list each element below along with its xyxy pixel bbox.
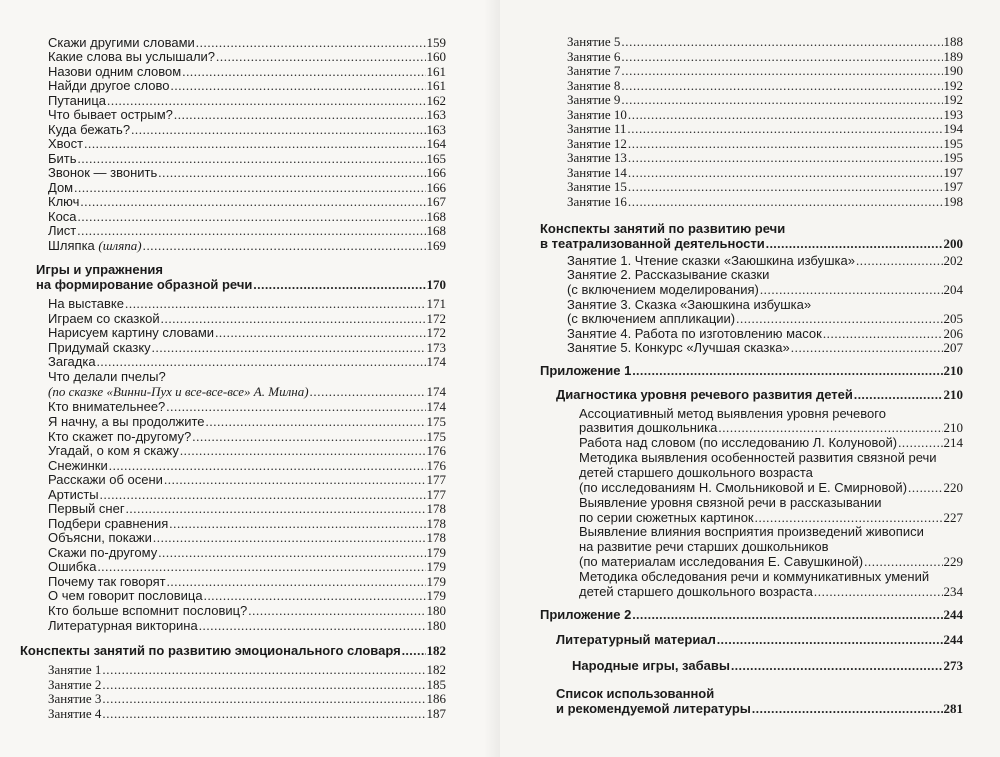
toc-entry[interactable]: Артисты ..... 177 — [48, 487, 446, 502]
toc-entry[interactable]: Почему так говорят ..... 179 — [48, 574, 446, 589]
toc-entry[interactable]: Коса ..... 168 — [48, 209, 446, 224]
page-number: 281 — [943, 701, 963, 716]
page-number: 175 — [426, 414, 446, 429]
toc-entry[interactable]: (по материалам исследования Е. Савушкиной) ..... 229 — [579, 554, 963, 569]
page-number: 202 — [943, 253, 963, 268]
page-number: 168 — [426, 223, 446, 238]
page-number: 197 — [943, 179, 963, 194]
toc-entry[interactable]: Расскажи об осени ..... 177 — [48, 472, 446, 487]
page-number: 205 — [943, 311, 963, 326]
toc-entry[interactable]: Нарисуем картину словами ..... 172 — [48, 325, 446, 340]
page-number: 197 — [943, 165, 963, 180]
page-number: 166 — [426, 165, 446, 180]
page-number: 174 — [426, 354, 446, 369]
section-heading-line[interactable]: Народные игры, забавы ..... 273 — [572, 658, 963, 673]
toc-entry[interactable]: Какие слова вы услышали? ..... 160 — [48, 49, 446, 64]
toc-entry[interactable]: Занятие 8 ..... 192 — [567, 78, 963, 93]
right-page — [500, 0, 1000, 757]
page-number: 210 — [943, 420, 963, 435]
toc-entry-line: Занятие 2. Рассказывание сказки — [567, 267, 770, 282]
toc-entry[interactable]: Занятие 10 ..... 193 — [567, 107, 963, 122]
toc-entry[interactable]: (с включением аппликации) ..... 205 — [567, 311, 963, 326]
page-number: 164 — [426, 136, 446, 151]
page-number: 189 — [943, 49, 963, 64]
toc-entry[interactable]: Лист ..... 168 — [48, 223, 446, 238]
page-number: 229 — [943, 554, 963, 569]
page-number: 177 — [426, 487, 446, 502]
page-number: 179 — [426, 559, 446, 574]
page-number: 178 — [426, 501, 446, 516]
section-heading: Конспекты занятий по развитию речи — [540, 221, 786, 236]
page-number: 188 — [943, 34, 963, 49]
toc-entry[interactable]: Кто внимательнее? ..... 174 — [48, 399, 446, 414]
toc-entry[interactable]: Занятие 2 ..... 185 — [48, 677, 446, 692]
toc-entry[interactable]: Путаница ..... 162 — [48, 93, 446, 108]
toc-entry[interactable]: Назови одним словом ..... 161 — [48, 64, 446, 79]
page-number: 175 — [426, 429, 446, 444]
section-heading-line[interactable]: и рекомендуемой литературы ..... 281 — [556, 701, 963, 716]
page-number: 178 — [426, 530, 446, 545]
toc-entry-line: Ассоциативный метод выявления уровня речевого — [579, 406, 886, 421]
page-number: 173 — [426, 340, 446, 355]
page-number: 220 — [943, 480, 963, 495]
toc-entry[interactable]: Занятие 14 ..... 197 — [567, 165, 963, 180]
page-number: 176 — [426, 458, 446, 473]
toc-entry[interactable]: Занятие 3 ..... 186 — [48, 691, 446, 706]
toc-entry[interactable]: Загадка ..... 174 — [48, 354, 446, 369]
page-number: 192 — [943, 92, 963, 107]
page-number: 179 — [426, 574, 446, 589]
page-number: 178 — [426, 516, 446, 531]
toc-entry[interactable]: Занятие 11 ..... 194 — [567, 121, 963, 136]
page-number: 174 — [426, 399, 446, 414]
page-number: 234 — [943, 584, 963, 599]
toc-entry[interactable]: Скажи другими словами ..... 159 — [48, 35, 446, 50]
toc-entry[interactable]: Снежинки ..... 176 — [48, 458, 446, 473]
toc-entry[interactable]: Хвост ..... 164 — [48, 136, 446, 151]
toc-entry[interactable]: Звонок — звонить ..... 166 — [48, 165, 446, 180]
page-number: 198 — [943, 194, 963, 209]
toc-entry[interactable]: Занятие 15 ..... 197 — [567, 179, 963, 194]
toc-entry-line: Выявление влияния восприятия произведений живописи — [579, 524, 924, 539]
toc-entry[interactable]: Что бывает острым? ..... 163 — [48, 107, 446, 122]
section-heading-line[interactable]: в театрализованной деятельности ..... 200 — [540, 236, 963, 251]
page-number: 174 — [426, 384, 446, 399]
page-number: 172 — [426, 325, 446, 340]
page-number: 206 — [943, 326, 963, 341]
page-number: 166 — [426, 180, 446, 195]
page-number: 214 — [943, 435, 963, 450]
toc-entry[interactable]: Я начну, а вы продолжите ..... 175 — [48, 414, 446, 429]
page-number: 163 — [426, 122, 446, 137]
toc-entry[interactable]: Найди другое слово ..... 161 — [48, 78, 446, 93]
toc-entry[interactable]: Занятие 4. Работа по изготовлению масок ..... 206 — [567, 326, 963, 341]
page-number: 244 — [943, 607, 963, 622]
page-number: 161 — [426, 78, 446, 93]
toc-entry[interactable]: Играем со сказкой ..... 172 — [48, 311, 446, 326]
page-number: 171 — [426, 296, 446, 311]
page-number: 170 — [426, 277, 446, 292]
toc-entry[interactable]: Подбери сравнения ..... 178 — [48, 516, 446, 531]
toc-entry-line: Выявление уровня связной речи в рассказывании — [579, 495, 882, 510]
toc-entry[interactable]: Кто больше вспомнит пословиц? ..... 180 — [48, 603, 446, 618]
page-number: 204 — [943, 282, 963, 297]
page-number: 167 — [426, 194, 446, 209]
page-number: 176 — [426, 443, 446, 458]
section-heading-line[interactable]: Конспекты занятий по развитию эмоционального словаря ..... 182 — [20, 643, 446, 658]
page-number: 244 — [943, 632, 963, 647]
toc-entry[interactable]: Первый снег ..... 178 — [48, 501, 446, 516]
right-toc — [500, 0, 1000, 757]
page-number: 200 — [943, 236, 963, 251]
page-number: 172 — [426, 311, 446, 326]
section-heading-line[interactable]: Приложение 2 ..... 244 — [540, 607, 963, 622]
toc-entry[interactable]: Литературная викторина ..... 180 — [48, 618, 446, 633]
page-number: 207 — [943, 340, 963, 355]
page-number: 195 — [943, 136, 963, 151]
page-number: 163 — [426, 107, 446, 122]
page-number: 179 — [426, 545, 446, 560]
toc-entry-line: на развитие речи старших дошкольников — [579, 539, 829, 554]
page-number: 227 — [943, 510, 963, 525]
page-number: 273 — [943, 658, 963, 673]
toc-entry[interactable]: Скажи по-другому ..... 179 — [48, 545, 446, 560]
section-heading: Список использованной — [556, 686, 715, 701]
toc-entry[interactable]: Занятие 1 ..... 182 — [48, 662, 446, 677]
page-number: 193 — [943, 107, 963, 122]
page-number: 162 — [426, 93, 446, 108]
page-number: 182 — [426, 643, 446, 658]
toc-entry[interactable]: На выставке ..... 171 — [48, 296, 446, 311]
page-number: 195 — [943, 150, 963, 165]
toc-entry[interactable]: Дом ..... 166 — [48, 180, 446, 195]
toc-entry[interactable]: Объясни, покажи ..... 178 — [48, 530, 446, 545]
toc-entry[interactable]: Бить ..... 165 — [48, 151, 446, 166]
toc-entry[interactable]: О чем говорит пословица ..... 179 — [48, 588, 446, 603]
toc-entry[interactable]: Занятие 16 ..... 198 — [567, 194, 963, 209]
toc-entry[interactable]: Кто скажет по-другому? ..... 175 — [48, 429, 446, 444]
toc-entry[interactable]: Угадай, о ком я скажу ..... 176 — [48, 443, 446, 458]
toc-entry-line: Занятие 3. Сказка «Заюшкина избушка» — [567, 297, 812, 312]
toc-entry[interactable]: Работа над словом (по исследованию Л. Колуновой) ..... 214 — [579, 435, 963, 450]
page-number: 182 — [426, 662, 446, 677]
page-number: 168 — [426, 209, 446, 224]
toc-entry[interactable]: Занятие 7 ..... 190 — [567, 63, 963, 78]
page-number: 180 — [426, 603, 446, 618]
page-number: 210 — [943, 363, 963, 378]
toc-entry[interactable]: Занятие 12 ..... 195 — [567, 136, 963, 151]
toc-entry-line: детей старшего дошкольного возраста — [579, 465, 813, 480]
toc-entry[interactable]: Куда бежать? ..... 163 — [48, 122, 446, 137]
toc-entry[interactable]: Занятие 6 ..... 189 — [567, 49, 963, 64]
page-number: 180 — [426, 618, 446, 633]
section-heading-line[interactable]: Литературный материал ..... 244 — [556, 632, 963, 647]
page-number: 177 — [426, 472, 446, 487]
toc-entry[interactable]: (по исследованиям Н. Смольниковой и Е. Смирновой) ..... 220 — [579, 480, 963, 495]
page-number: 187 — [426, 706, 446, 721]
toc-entry[interactable]: Занятие 5 ..... 188 — [567, 34, 963, 49]
page-number: 179 — [426, 588, 446, 603]
page-number: 210 — [943, 387, 963, 402]
section-heading-line[interactable]: на формирование образной речи ..... 170 — [36, 277, 446, 292]
section-heading: Игры и упражнения — [36, 262, 163, 277]
page-number: 165 — [426, 151, 446, 166]
toc-entry[interactable]: детей старшего дошкольного возраста ..... 234 — [579, 584, 963, 599]
toc-entry-line: Методика выявления особенностей развития связной речи — [579, 450, 937, 465]
page-number: 169 — [426, 238, 446, 253]
page-number: 160 — [426, 49, 446, 64]
toc-entry[interactable]: Шляпка (шляпа) ..... 169 — [48, 238, 446, 253]
toc-entry[interactable]: развития дошкольника ..... 210 — [579, 420, 963, 435]
page-number: 192 — [943, 78, 963, 93]
toc-entry[interactable]: Занятие 4 ..... 187 — [48, 706, 446, 721]
toc-entry[interactable]: Занятие 5. Конкурс «Лучшая сказка» ..... 207 — [567, 340, 963, 355]
toc-entry[interactable]: (с включением моделирования) ..... 204 — [567, 282, 963, 297]
page-number: 161 — [426, 64, 446, 79]
toc-entry[interactable]: Ключ ..... 167 — [48, 194, 446, 209]
page-number: 194 — [943, 121, 963, 136]
toc-entry[interactable]: Занятие 9 ..... 192 — [567, 92, 963, 107]
page-number: 190 — [943, 63, 963, 78]
page-number: 186 — [426, 691, 446, 706]
toc-entry[interactable]: Занятие 13 ..... 195 — [567, 150, 963, 165]
toc-entry[interactable]: по серии сюжетных картинок ..... 227 — [579, 510, 963, 525]
toc-entry[interactable]: (по сказке «Винни-Пух и все-все-все» А. Милна) ..... 174 — [48, 384, 446, 399]
section-heading-line[interactable]: Приложение 1 ..... 210 — [540, 363, 963, 378]
page-number: 159 — [426, 35, 446, 50]
section-heading-line[interactable]: Диагностика уровня речевого развития детей ..... 210 — [556, 387, 963, 402]
toc-entry[interactable]: Придумай сказку ..... 173 — [48, 340, 446, 355]
toc-entry[interactable]: Ошибка ..... 179 — [48, 559, 446, 574]
toc-entry[interactable]: Занятие 1. Чтение сказки «Заюшкина избушка» ..... 202 — [567, 253, 963, 268]
toc-entry-line: Что делали пчелы? — [48, 369, 166, 384]
toc-entry-line: Методика обследования речи и коммуникативных умений — [579, 569, 930, 584]
page-number: 185 — [426, 677, 446, 692]
